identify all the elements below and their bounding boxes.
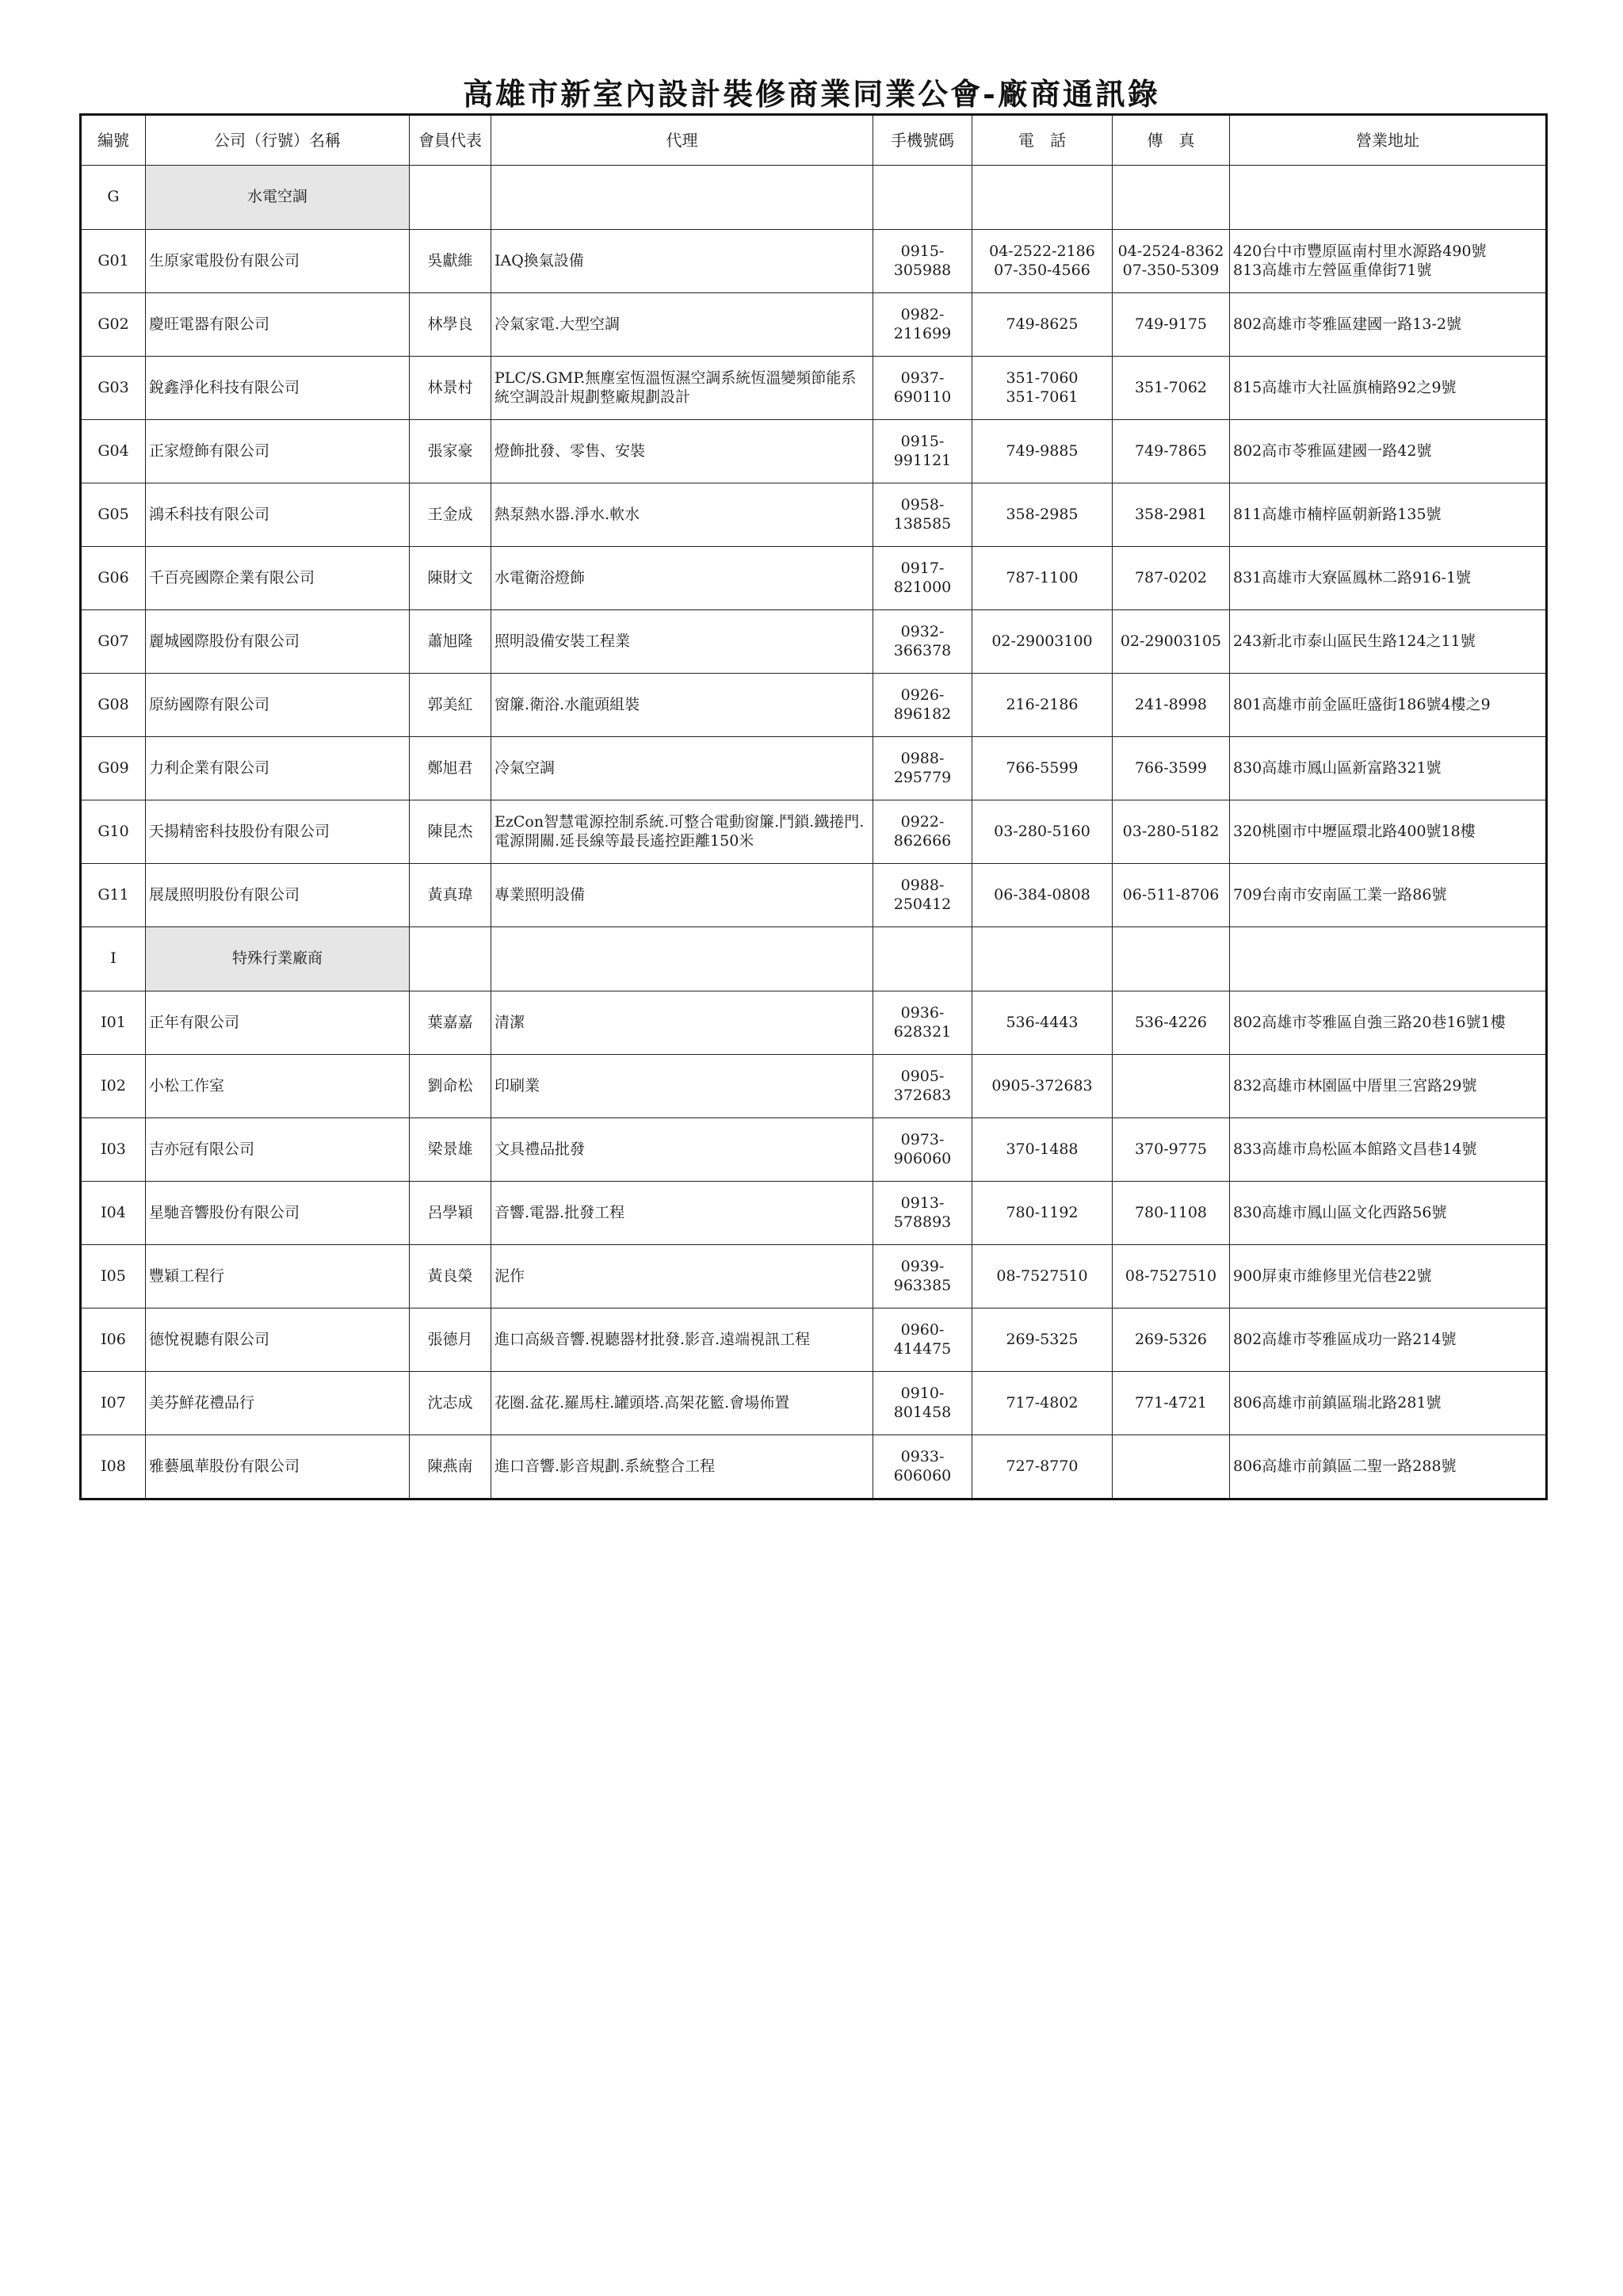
fax-number: 780-1108 <box>1134 1203 1208 1221</box>
phone-cell <box>972 483 1113 547</box>
business-address: 320桃園市中壢區環北路400號18樓 <box>1233 822 1476 840</box>
empty-cell <box>410 166 491 230</box>
vendor-number: I03 <box>81 1118 146 1182</box>
table-row <box>81 420 1547 483</box>
phone-cell <box>972 1308 1113 1372</box>
empty-cell <box>972 166 1113 230</box>
member-representative: 陳昆杰 <box>410 800 491 864</box>
table-row <box>81 1308 1547 1372</box>
phone-number: 07-350-4566 <box>994 261 1090 279</box>
mobile-number: 0973-906060 <box>873 1118 972 1182</box>
table-body <box>81 166 1547 1499</box>
business-address: 802高雄市苓雅區自強三路20巷16號1樓 <box>1233 1013 1506 1031</box>
agency-description: PLC/S.GMP.無塵室恆溫恆濕空調系統恆溫變頻節能系統空調設計規劃整廠規劃設計 <box>491 357 873 420</box>
company-name: 雅藝風華股份有限公司 <box>146 1435 410 1499</box>
phone-cell <box>972 864 1113 927</box>
vendor-number: I07 <box>81 1372 146 1435</box>
business-address: 802高市苓雅區建國一路42號 <box>1233 441 1432 460</box>
vendor-number: I05 <box>81 1245 146 1308</box>
phone-cell <box>972 610 1113 674</box>
table-row <box>81 483 1547 547</box>
phone-number: 536-4443 <box>1006 1013 1079 1031</box>
vendor-number: G07 <box>81 610 146 674</box>
empty-cell <box>1113 927 1230 991</box>
mobile-number: 0988-250412 <box>873 864 972 927</box>
table-row <box>81 674 1547 737</box>
member-representative: 沈志成 <box>410 1372 491 1435</box>
company-name: 鴻禾科技有限公司 <box>146 483 410 547</box>
mobile-number: 0958-138585 <box>873 483 972 547</box>
address-cell <box>1230 991 1547 1055</box>
empty-cell <box>873 166 972 230</box>
agency-description: 文具禮品批發 <box>491 1118 873 1182</box>
empty-cell <box>1113 166 1230 230</box>
company-name: 美芬鮮花禮品行 <box>146 1372 410 1435</box>
fax-cell <box>1113 864 1230 927</box>
phone-number: 766-5599 <box>1006 758 1079 777</box>
agency-description: 清潔 <box>491 991 873 1055</box>
fax-number: 370-9775 <box>1134 1140 1208 1158</box>
fax-number: 766-3599 <box>1134 758 1208 777</box>
business-address: 832高雄市林園區中厝里三宮路29號 <box>1233 1076 1477 1095</box>
address-cell <box>1230 864 1547 927</box>
fax-number: 04-2524-8362 <box>1117 243 1224 261</box>
empty-cell <box>1230 927 1547 991</box>
empty-cell <box>972 927 1113 991</box>
vendor-number: I08 <box>81 1435 146 1499</box>
address-cell <box>1230 1055 1547 1118</box>
agency-description: 水電衛浴燈飾 <box>491 547 873 610</box>
agency-description: 花圈.盆花.羅馬柱.罐頭塔.高架花籃.會場佈置 <box>491 1372 873 1435</box>
member-representative: 黃良榮 <box>410 1245 491 1308</box>
phone-cell <box>972 547 1113 610</box>
agency-description: 專業照明設備 <box>491 864 873 927</box>
business-address: 815高雄市大社區旗楠路92之9號 <box>1233 378 1457 396</box>
vendor-number: G11 <box>81 864 146 927</box>
table-row <box>81 1435 1547 1499</box>
fax-cell <box>1113 800 1230 864</box>
table-row <box>81 1182 1547 1245</box>
table-row <box>81 1245 1547 1308</box>
section-name: 特殊行業廠商 <box>146 927 410 991</box>
agency-description: 冷氣家電.大型空調 <box>491 293 873 357</box>
mobile-number: 0988-295779 <box>873 737 972 800</box>
phone-number: 370-1488 <box>1006 1140 1079 1158</box>
address-cell <box>1230 610 1547 674</box>
mobile-number: 0960-414475 <box>873 1308 972 1372</box>
phone-number: 780-1192 <box>1006 1203 1079 1221</box>
agency-description: 照明設備安裝工程業 <box>491 610 873 674</box>
header-agency: 代理 <box>491 115 873 166</box>
phone-number: 787-1100 <box>1006 568 1079 586</box>
phone-number: 269-5325 <box>1006 1330 1079 1348</box>
fax-number: 241-8998 <box>1134 695 1208 713</box>
member-representative: 葉嘉嘉 <box>410 991 491 1055</box>
table-row <box>81 610 1547 674</box>
business-address: 831高雄市大寮區鳳林二路916-1號 <box>1233 568 1472 586</box>
fax-number: 269-5326 <box>1134 1330 1208 1348</box>
phone-number: 727-8770 <box>1006 1457 1079 1475</box>
fax-number: 749-7865 <box>1134 441 1208 460</box>
table-row <box>81 357 1547 420</box>
phone-number: 04-2522-2186 <box>989 243 1095 261</box>
fax-cell <box>1113 1308 1230 1372</box>
phone-number: 02-29003100 <box>991 632 1093 650</box>
fax-cell <box>1113 230 1230 293</box>
agency-description: 進口高級音響.視聽器材批發.影音.遠端視訊工程 <box>491 1308 873 1372</box>
company-name: 麗城國際股份有限公司 <box>146 610 410 674</box>
member-representative: 呂學穎 <box>410 1182 491 1245</box>
vendor-number: G08 <box>81 674 146 737</box>
agency-description: 泥作 <box>491 1245 873 1308</box>
mobile-number: 0913-578893 <box>873 1182 972 1245</box>
phone-cell <box>972 991 1113 1055</box>
table-row <box>81 864 1547 927</box>
member-representative: 林景村 <box>410 357 491 420</box>
company-name: 吉亦冠有限公司 <box>146 1118 410 1182</box>
member-representative: 林學良 <box>410 293 491 357</box>
phone-cell <box>972 674 1113 737</box>
company-name: 小松工作室 <box>146 1055 410 1118</box>
member-representative: 蕭旭隆 <box>410 610 491 674</box>
company-name: 正年有限公司 <box>146 991 410 1055</box>
fax-cell <box>1113 1435 1230 1499</box>
company-name: 銳鑫淨化科技有限公司 <box>146 357 410 420</box>
member-representative: 郭美紅 <box>410 674 491 737</box>
fax-cell <box>1113 674 1230 737</box>
header-no: 編號 <box>81 115 146 166</box>
member-representative: 陳財文 <box>410 547 491 610</box>
mobile-number: 0922-862666 <box>873 800 972 864</box>
table-row <box>81 1372 1547 1435</box>
fax-cell <box>1113 1245 1230 1308</box>
address-cell <box>1230 1118 1547 1182</box>
mobile-number: 0905-372683 <box>873 1055 972 1118</box>
fax-cell <box>1113 610 1230 674</box>
business-address: 243新北市泰山區民生路124之11號 <box>1233 632 1476 650</box>
fax-cell <box>1113 483 1230 547</box>
section-row <box>81 927 1547 991</box>
company-name: 天揚精密科技股份有限公司 <box>146 800 410 864</box>
fax-cell <box>1113 1055 1230 1118</box>
phone-cell <box>972 1118 1113 1182</box>
mobile-number: 0937-690110 <box>873 357 972 420</box>
address-cell <box>1230 547 1547 610</box>
section-code: I <box>81 927 146 991</box>
fax-number: 07-350-5309 <box>1122 261 1220 279</box>
vendor-number: G02 <box>81 293 146 357</box>
fax-number: 02-29003105 <box>1120 632 1222 650</box>
fax-number: 06-511-8706 <box>1122 885 1220 904</box>
address-cell <box>1230 1372 1547 1435</box>
agency-description: 印刷業 <box>491 1055 873 1118</box>
vendor-number: I01 <box>81 991 146 1055</box>
member-representative: 黃真瑋 <box>410 864 491 927</box>
company-name: 生原家電股份有限公司 <box>146 230 410 293</box>
phone-number: 06-384-0808 <box>994 885 1090 904</box>
table-row <box>81 230 1547 293</box>
fax-cell <box>1113 1118 1230 1182</box>
empty-cell <box>410 927 491 991</box>
fax-cell <box>1113 1372 1230 1435</box>
agency-description: 窗簾.衛浴.水龍頭組裝 <box>491 674 873 737</box>
empty-cell <box>873 927 972 991</box>
phone-cell <box>972 357 1113 420</box>
address-cell <box>1230 1245 1547 1308</box>
phone-number: 0905-372683 <box>991 1076 1093 1095</box>
phone-cell <box>972 1182 1113 1245</box>
fax-cell <box>1113 1182 1230 1245</box>
empty-cell <box>1230 166 1547 230</box>
address-cell <box>1230 230 1547 293</box>
business-address: 806高雄市前鎮區瑞北路281號 <box>1233 1393 1442 1412</box>
fax-number: 536-4226 <box>1134 1013 1208 1031</box>
business-address: 813高雄市左營區重偉街71號 <box>1233 261 1432 279</box>
phone-number: 03-280-5160 <box>994 822 1090 840</box>
mobile-number: 0926-896182 <box>873 674 972 737</box>
company-name: 展晟照明股份有限公司 <box>146 864 410 927</box>
company-name: 星馳音響股份有限公司 <box>146 1182 410 1245</box>
header-mobile: 手機號碼 <box>873 115 972 166</box>
address-cell <box>1230 357 1547 420</box>
business-address: 802高雄市苓雅區成功一路214號 <box>1233 1330 1457 1348</box>
fax-cell <box>1113 737 1230 800</box>
address-cell <box>1230 1308 1547 1372</box>
agency-description: EzCon智慧電源控制系統.可整合電動窗簾.鬥鎖.鐵捲門.電源開關.延長線等最長遙控距離150米 <box>491 800 873 864</box>
company-name: 千百亮國際企業有限公司 <box>146 547 410 610</box>
member-representative: 吳獻維 <box>410 230 491 293</box>
table-row <box>81 991 1547 1055</box>
address-cell <box>1230 483 1547 547</box>
phone-cell <box>972 293 1113 357</box>
header-phone: 電 話 <box>972 115 1113 166</box>
address-cell <box>1230 293 1547 357</box>
phone-number: 351-7061 <box>1006 388 1079 406</box>
phone-number: 08-7527510 <box>996 1266 1088 1285</box>
agency-description: IAQ換氣設備 <box>491 230 873 293</box>
vendor-number: G06 <box>81 547 146 610</box>
company-name: 原紡國際有限公司 <box>146 674 410 737</box>
fax-cell <box>1113 991 1230 1055</box>
company-name: 德悅視聽有限公司 <box>146 1308 410 1372</box>
address-cell <box>1230 674 1547 737</box>
table-header-row <box>81 115 1547 166</box>
phone-cell <box>972 1435 1113 1499</box>
mobile-number: 0939-963385 <box>873 1245 972 1308</box>
header-address: 營業地址 <box>1230 115 1547 166</box>
table-row <box>81 293 1547 357</box>
fax-cell <box>1113 547 1230 610</box>
empty-cell <box>491 927 873 991</box>
address-cell <box>1230 800 1547 864</box>
business-address: 802高雄市苓雅區建國一路13-2號 <box>1233 315 1461 333</box>
fax-number: 03-280-5182 <box>1122 822 1220 840</box>
phone-cell <box>972 1055 1113 1118</box>
phone-number: 216-2186 <box>1006 695 1079 713</box>
fax-number: 771-4721 <box>1134 1393 1208 1412</box>
vendor-number: I04 <box>81 1182 146 1245</box>
member-representative: 鄭旭君 <box>410 737 491 800</box>
company-name: 正家燈飾有限公司 <box>146 420 410 483</box>
mobile-number: 0936-628321 <box>873 991 972 1055</box>
business-address: 830高雄市鳳山區文化西路56號 <box>1233 1203 1447 1221</box>
table-row <box>81 800 1547 864</box>
header-name: 公司（行號）名稱 <box>146 115 410 166</box>
table-row <box>81 737 1547 800</box>
mobile-number: 0982-211699 <box>873 293 972 357</box>
phone-cell <box>972 800 1113 864</box>
business-address: 833高雄市鳥松區本館路文昌巷14號 <box>1233 1140 1477 1158</box>
fax-number: 787-0202 <box>1134 568 1208 586</box>
agency-description: 熱泵熱水器.淨水.軟水 <box>491 483 873 547</box>
member-representative: 劉命松 <box>410 1055 491 1118</box>
vendor-number: I02 <box>81 1055 146 1118</box>
agency-description: 冷氣空調 <box>491 737 873 800</box>
section-code: G <box>81 166 146 230</box>
vendor-number: G09 <box>81 737 146 800</box>
vendor-number: I06 <box>81 1308 146 1372</box>
phone-number: 717-4802 <box>1006 1393 1079 1412</box>
empty-cell <box>491 166 873 230</box>
business-address: 420台中市豐原區南村里水源路490號 <box>1233 243 1487 261</box>
section-row <box>81 166 1547 230</box>
table-row <box>81 1118 1547 1182</box>
fax-cell <box>1113 357 1230 420</box>
vendor-directory-table <box>79 113 1548 1500</box>
company-name: 豐穎工程行 <box>146 1245 410 1308</box>
agency-description: 音響.電器.批發工程 <box>491 1182 873 1245</box>
member-representative: 張德月 <box>410 1308 491 1372</box>
phone-cell <box>972 1245 1113 1308</box>
business-address: 830高雄市鳳山區新富路321號 <box>1233 758 1442 777</box>
member-representative: 張家豪 <box>410 420 491 483</box>
mobile-number: 0910-801458 <box>873 1372 972 1435</box>
company-name: 力利企業有限公司 <box>146 737 410 800</box>
phone-number: 749-8625 <box>1006 315 1079 333</box>
fax-number: 358-2981 <box>1134 505 1208 523</box>
business-address: 709台南市安南區工業一路86號 <box>1233 885 1447 904</box>
business-address: 900屏東市維修里光信巷22號 <box>1233 1266 1432 1285</box>
business-address: 811高雄市楠梓區朝新路135號 <box>1233 505 1442 523</box>
vendor-number: G04 <box>81 420 146 483</box>
member-representative: 梁景雄 <box>410 1118 491 1182</box>
mobile-number: 0932-366378 <box>873 610 972 674</box>
fax-cell <box>1113 293 1230 357</box>
member-representative: 陳燕南 <box>410 1435 491 1499</box>
agency-description: 燈飾批發、零售、安裝 <box>491 420 873 483</box>
business-address: 806高雄市前鎮區二聖一路288號 <box>1233 1457 1457 1475</box>
vendor-number: G05 <box>81 483 146 547</box>
phone-cell <box>972 230 1113 293</box>
mobile-number: 0915-991121 <box>873 420 972 483</box>
member-representative: 王金成 <box>410 483 491 547</box>
header-fax: 傳 真 <box>1113 115 1230 166</box>
fax-number: 08-7527510 <box>1125 1266 1217 1285</box>
page-title: 高雄市新室內設計裝修商業同業公會-廠商通訊錄 <box>463 76 1160 112</box>
mobile-number: 0915-305988 <box>873 230 972 293</box>
fax-cell <box>1113 420 1230 483</box>
table-row <box>81 547 1547 610</box>
phone-cell <box>972 1372 1113 1435</box>
section-name: 水電空調 <box>146 166 410 230</box>
mobile-number: 0933-606060 <box>873 1435 972 1499</box>
vendor-number: G01 <box>81 230 146 293</box>
fax-number: 351-7062 <box>1134 378 1208 396</box>
table-row <box>81 1055 1547 1118</box>
address-cell <box>1230 420 1547 483</box>
phone-number: 351-7060 <box>1006 369 1079 388</box>
header-rep: 會員代表 <box>410 115 491 166</box>
address-cell <box>1230 1182 1547 1245</box>
address-cell <box>1230 737 1547 800</box>
vendor-number: G03 <box>81 357 146 420</box>
mobile-number: 0917-821000 <box>873 547 972 610</box>
fax-number: 749-9175 <box>1134 315 1208 333</box>
phone-cell <box>972 737 1113 800</box>
phone-cell <box>972 420 1113 483</box>
company-name: 慶旺電器有限公司 <box>146 293 410 357</box>
phone-number: 749-9885 <box>1006 441 1079 460</box>
phone-number: 358-2985 <box>1006 505 1079 523</box>
agency-description: 進口音響.影音規劃.系統整合工程 <box>491 1435 873 1499</box>
business-address: 801高雄市前金區旺盛街186號4樓之9 <box>1233 695 1491 713</box>
vendor-number: G10 <box>81 800 146 864</box>
address-cell <box>1230 1435 1547 1499</box>
